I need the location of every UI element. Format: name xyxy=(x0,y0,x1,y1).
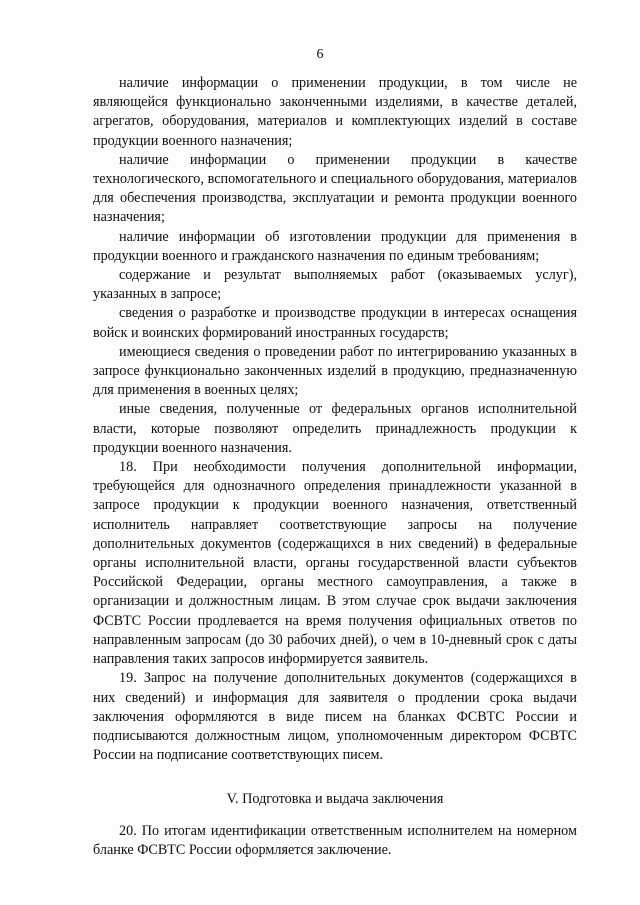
page-number: 6 xyxy=(316,47,324,62)
paragraph: иные сведения, полученные от федеральных органов исполнительной власти, которые позволяют определить принадлежность продукции к продукции военного назначения. xyxy=(93,401,577,456)
paragraph: содержание и результат выполняемых работ (оказываемых услуг), указанных в запросе; xyxy=(93,267,577,303)
paragraph: наличие информации о применении продукции в качестве технологического, вспомогательного и специального оборудования, материалов для обеспечения производства, эксплуатации и ремонта продукции военного назначения; xyxy=(93,151,577,226)
paragraph: наличие информации об изготовлении продукции для применения в продукции военного и гражданского назначения по единым требованиям; xyxy=(93,228,577,264)
paragraph: сведения о разработке и производстве продукции в интересах оснащения войск и воинских формирований иностранных государств; xyxy=(93,305,577,341)
paragraph: имеющиеся сведения о проведении работ по интегрированию указанных в запросе функционально законченных изделий в продукцию, предназначенную для применения в военных целях; xyxy=(93,343,577,399)
document-body xyxy=(93,74,577,765)
section-heading: V. Подготовка и выдача заключения xyxy=(226,791,444,807)
paragraph: наличие информации о применении продукции, в том числе не являющейся функционально законченными изделиями, в качестве деталей, агрегатов, оборудования, материалов и комплектующих изделий в составе продукции военного назначения; xyxy=(93,75,577,149)
document-body-bottom xyxy=(93,822,577,860)
paragraph-item-20: 20. По итогам идентификации ответственным исполнителем на номерном бланке ФСВТС России оформляется заключение. xyxy=(93,823,577,859)
paragraph-item-18: 18. При необходимости получения дополнительной информации, требующейся для однозначного определения принадлежности указанной в запросе продукции к продукции военного назначения, ответственный исполнитель направляет соответствующие запросы на получение дополнительных документов (содержащихся в них сведений) в федеральные органы исполнительной власти, органы государственной власти субъектов Российской Федерации, органы местного самоуправления, а также в организации и должностным лицам. В этом случае срок выдачи заключения ФСВТС России продлевается на время получения официальных ответов по направленным запросам (до 30 рабочих дней), о чем в 10-дневный срок с даты направления таких запросов информируется заявитель. xyxy=(93,459,577,668)
paragraph-item-19: 19. Запрос на получение дополнительных документов (содержащихся в них сведений) и информация для заявителя о продлении срока выдачи заключения оформляются в виде писем на бланках ФСВТС России и подписываются должностным лицом, уполномоченным директором ФСВТС России на подписание соответствующих писем. xyxy=(93,670,577,764)
